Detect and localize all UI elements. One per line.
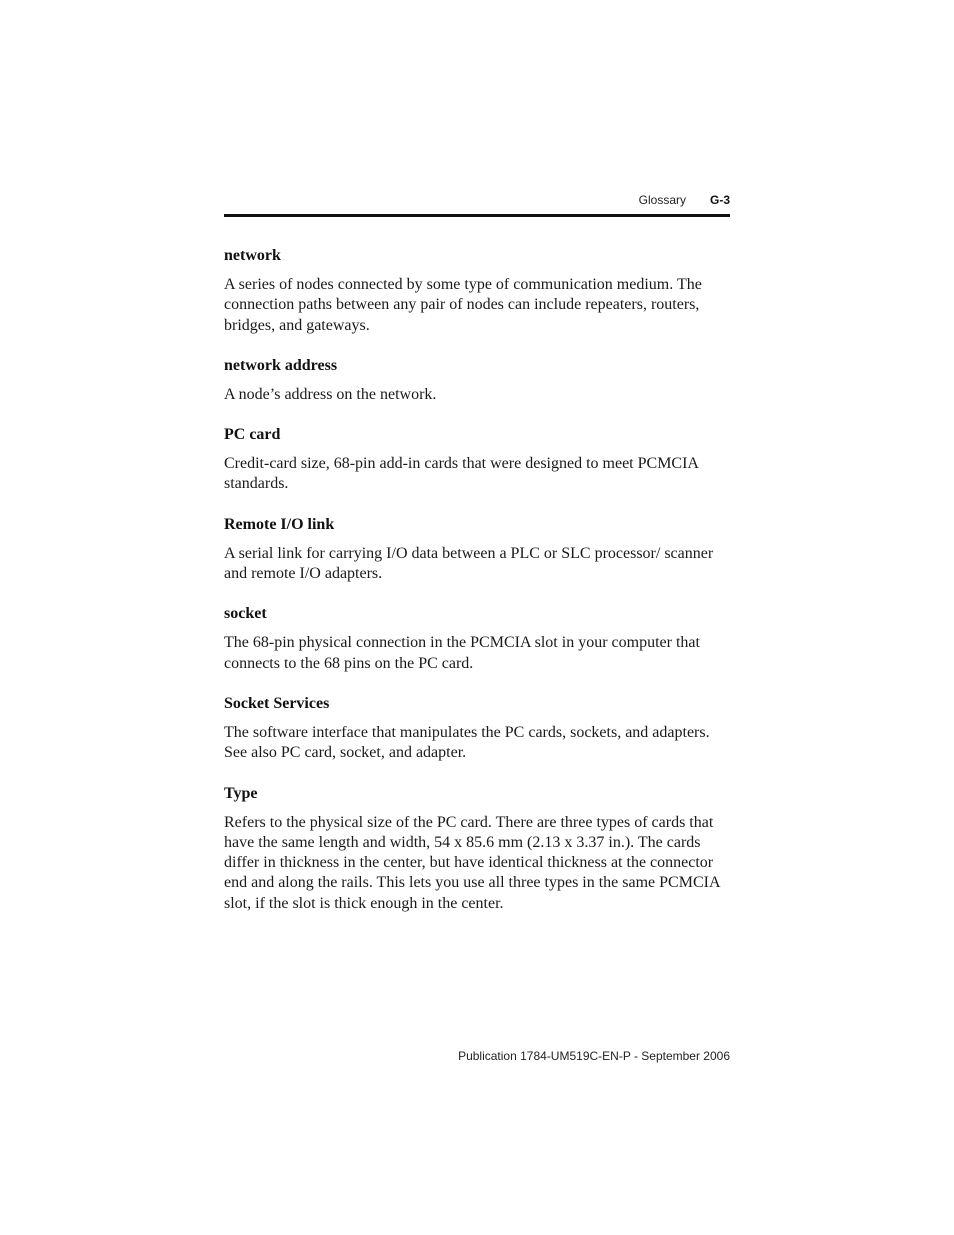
glossary-definition: A series of nodes connected by some type of communication medium. The connection paths between any pair of nodes can include repeaters, routers, bridges, and gateways.: [224, 276, 702, 334]
glossary-term: Socket Services: [224, 694, 330, 712]
header-rule: [224, 214, 730, 217]
glossary-definition: A serial link for carrying I/O data between a PLC or SLC processor/ scanner and remote I/O adapters.: [224, 544, 714, 583]
glossary-entry-network: [224, 246, 730, 336]
glossary-term: socket: [224, 605, 267, 623]
glossary-term: network address: [224, 356, 338, 374]
glossary-term: Type: [224, 784, 258, 802]
glossary-term: Remote I/O link: [224, 515, 335, 533]
glossary-definition: Credit-card size, 68-pin add-in cards that were designed to meet PCMCIA standards.: [224, 455, 699, 493]
header-page-number: G-3: [709, 193, 730, 207]
glossary-entry-socket: [224, 604, 730, 674]
publication-footer: Publication 1784-UM519C-EN-P - September 2006: [458, 1049, 730, 1063]
glossary-entry-type: [224, 784, 730, 914]
glossary-entry-remote-io-link: [224, 515, 730, 585]
glossary-term: PC card: [224, 426, 281, 444]
glossary-definition: The 68-pin physical connection in the PCMCIA slot in your computer that connects to the 68 pins on the PC card.: [224, 634, 700, 672]
glossary-definition: Refers to the physical size of the PC card. There are three types of cards that have the same length and width, 54 x 85.6 mm (2.13 x 3.37 in.). The cards differ in thickness in the center, but have identical thickness at the connector end and along the rails. This lets you use all three types in the same PCMCIA slot, if the slot is thick enough in the center.: [224, 813, 720, 912]
header-section-title: Glossary: [638, 193, 686, 207]
glossary-term: network: [224, 247, 281, 264]
page-header: [224, 191, 730, 211]
glossary-definition: The software interface that manipulates the PC cards, sockets, and adapters. See also PC card, socket, and adapter.: [224, 723, 710, 762]
glossary-entry-network-address: [224, 356, 730, 405]
glossary-definition: A node’s address on the network.: [224, 385, 437, 403]
glossary-entry-socket-services: [224, 694, 730, 764]
glossary-content: [224, 246, 730, 934]
glossary-entry-pc-card: [224, 425, 730, 495]
